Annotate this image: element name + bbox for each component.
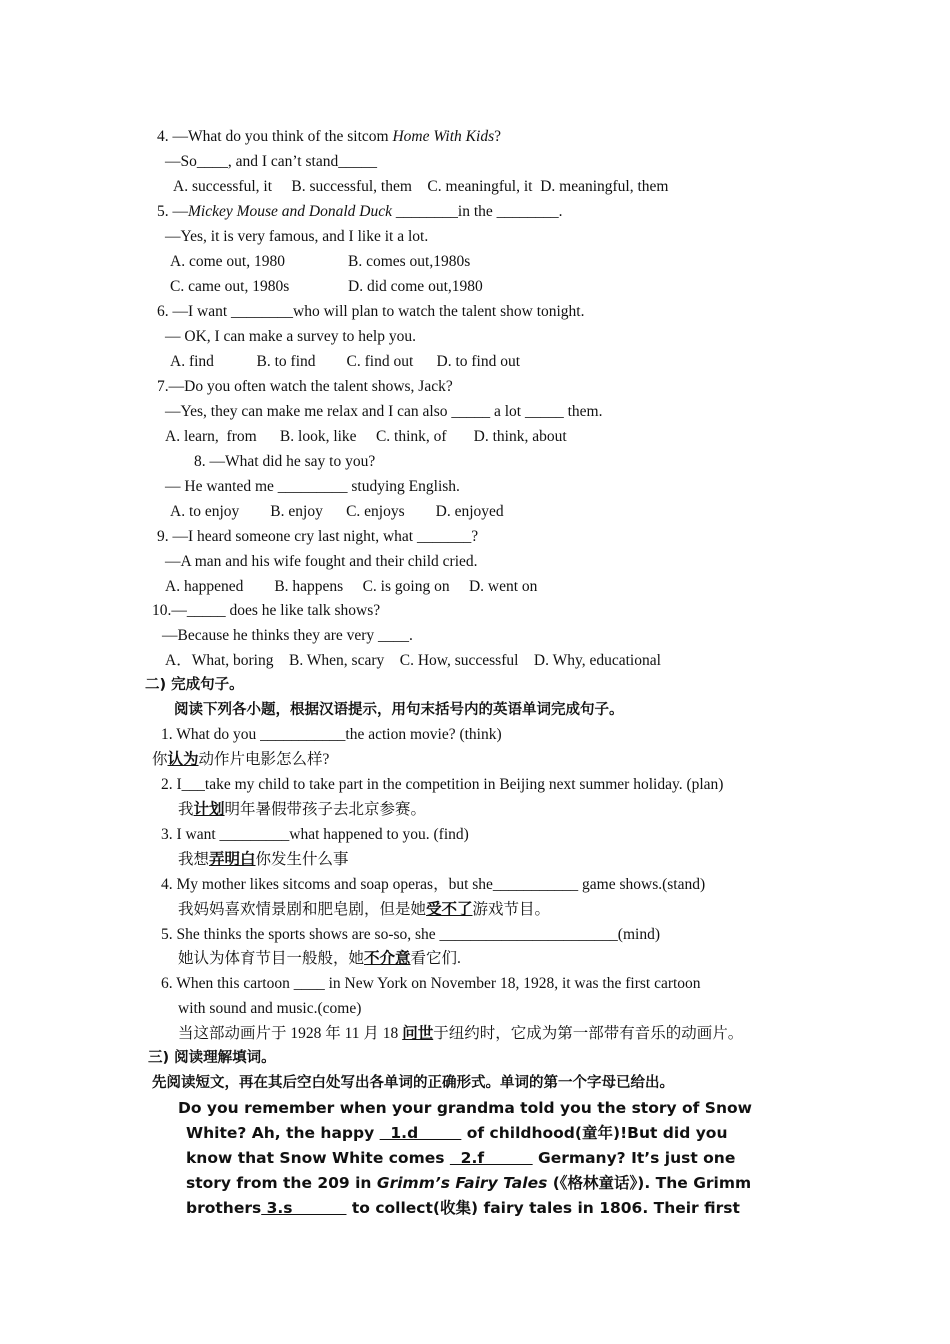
q4-answer: —So____, and I can’t stand_____	[165, 153, 377, 170]
q7-options: A. learn, from B. look, like C. think, of D. think, about	[165, 428, 567, 445]
q10-answer: —Because he thinks they are very ____.	[162, 627, 413, 644]
section2-instruction: 阅读下列各小题，根据汉语提示，用句末括号内的英语单词完成句子。	[174, 702, 624, 718]
q6-options: A. find B. to find C. find out D. to find out	[170, 353, 521, 370]
q9-answer: —A man and his wife fought and their child cried.	[165, 553, 478, 570]
s4-chinese: 我妈妈喜欢情景剧和肥皂剧，但是她受不了游戏节目。	[178, 901, 551, 918]
section3-instruction: 先阅读短文，再在其后空白处写出各单词的正确形式。单词的第一个字母已给出。	[152, 1075, 674, 1091]
q9-question: 9. —I heard someone cry last night, what _______?	[157, 528, 479, 545]
passage-line-2: White? Ah, the happy 1.d of childhood(童年)!But did you	[186, 1124, 728, 1142]
q5-option-a: A. come out, 1980	[170, 253, 285, 270]
passage-line-1: Do you remember when your grandma told you the story of Snow	[178, 1099, 752, 1117]
blank-2[interactable]: 2.f	[449, 1149, 533, 1167]
q5-option-d: D. did come out,1980	[348, 278, 483, 295]
s5-chinese: 她认为体育节目一般般，她不介意看它们.	[178, 950, 461, 967]
s1-chinese: 你认为动作片电影怎么样?	[152, 751, 330, 768]
s2-english: 2. I___take my child to take part in the competition in Beijing next summer holiday. (plan)	[161, 776, 724, 793]
q7-question: 7.—Do you often watch the talent shows, Jack?	[157, 378, 453, 395]
section3-heading: 三) 阅读理解填词。	[148, 1050, 276, 1066]
passage-line-3: know that Snow White comes 2.f Germany? It’s just one	[186, 1149, 736, 1167]
q8-answer: — He wanted me _________ studying English.	[165, 478, 460, 495]
q10-question: 10.—_____ does he like talk shows?	[152, 602, 381, 619]
q10-options: A．What, boring B. When, scary C. How, successful D. Why, educational	[165, 652, 661, 669]
s2-chinese: 我计划明年暑假带孩子去北京参赛。	[178, 801, 427, 818]
q8-options: A. to enjoy B. enjoy C. enjoys D. enjoyed	[170, 503, 504, 520]
s1-english: 1. What do you ___________the action movie? (think)	[161, 726, 502, 743]
s4-english: 4. My mother likes sitcoms and soap operas，but she___________ game shows.(stand)	[161, 876, 706, 893]
q9-options: A. happened B. happens C. is going on D. went on	[165, 578, 538, 595]
s3-english: 3. I want _________what happened to you. (find)	[161, 826, 469, 843]
s6-chinese: 当这部动画片于 1928 年 11 月 18 问世于纽约时，它成为第一部带有音乐的动画片。	[178, 1025, 744, 1042]
q4-options: A. successful, it B. successful, them C. meaningful, it D. meaningful, them	[173, 178, 669, 195]
blank-1[interactable]: 1.d	[379, 1124, 462, 1142]
q5-option-b: B. comes out,1980s	[348, 253, 471, 270]
q5-option-c: C. came out, 1980s	[170, 278, 290, 295]
q6-answer: — OK, I can make a survey to help you.	[165, 328, 416, 345]
q5-question: 5. —Mickey Mouse and Donald Duck ________in the ________.	[157, 203, 563, 220]
s6-english-line2: with sound and music.(come)	[178, 1000, 362, 1017]
q5-answer: —Yes, it is very famous, and I like it a lot.	[165, 228, 429, 245]
passage-line-5: brothers 3.s to collect(收集) fairy tales in 1806. Their first	[186, 1199, 740, 1217]
s3-chinese: 我想弄明白你发生什么事	[178, 851, 349, 868]
q7-answer: —Yes, they can make me relax and I can also _____ a lot _____ them.	[165, 403, 603, 420]
passage-line-4: story from the 209 in Grimm’s Fairy Tales (《格林童话》). The Grimm	[186, 1174, 752, 1192]
q8-question: 8. —What did he say to you?	[194, 453, 376, 470]
q6-question: 6. —I want ________who will plan to watch the talent show tonight.	[157, 303, 585, 320]
s5-english: 5. She thinks the sports shows are so-so, she _______________________(mind)	[161, 926, 660, 943]
section2-heading: 二) 完成句子。	[145, 677, 244, 693]
s6-english-line1: 6. When this cartoon ____ in New York on November 18, 1928, it was the first cartoon	[161, 975, 701, 992]
blank-3[interactable]: 3.s	[261, 1199, 347, 1217]
q4-question: 4. —What do you think of the sitcom Home With Kids?	[157, 128, 501, 145]
